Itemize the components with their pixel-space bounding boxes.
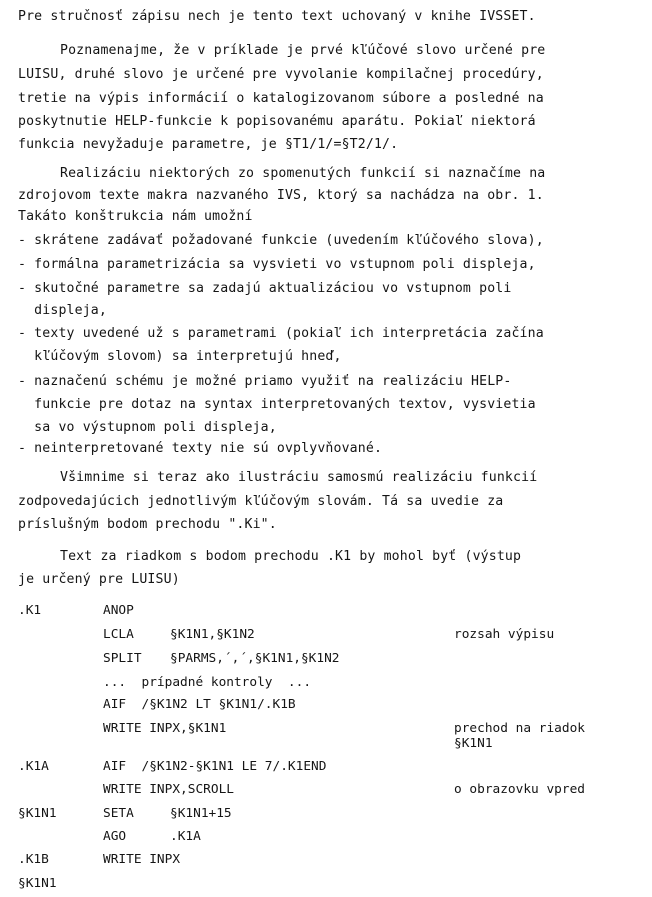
paragraph-1-line: LUISU, druhé slovo je určené pre vyvolanie kompilačnej procedúry, [18,67,544,82]
bullet-line: kľúčovým slovom) sa interpretujú hneď, [18,349,342,364]
code-operand: §K1N1,§K1N2 [170,627,255,642]
code-label: §K1N1 [18,806,57,821]
paragraph-3-line: príslušným bodom prechodu ".Ki". [18,517,277,532]
code-op: WRITE INPX,§K1N1 [103,721,227,736]
code-op: AIF /§K1N2-§K1N1 LE 7/.K1END [103,759,327,774]
paragraph-1-line: Poznamenajme, že v príklade je prvé kľúčové slovo určené pre [60,43,546,58]
bullet-line: - texty uvedené už s parametrami (pokiaľ ich interpretácia začína [18,326,544,341]
bullet-line: - skrátene zadávať požadované funkcie (uvedením kľúčového slova), [18,233,544,248]
bullet-line: displeja, [18,303,107,318]
code-comment: o obrazovku vpred [454,782,585,797]
code-op: LCLA [103,627,134,642]
code-comment: rozsah výpisu [454,627,555,642]
code-op: SETA [103,806,134,821]
bullet-line: sa vo výstupnom poli displeja, [18,420,277,435]
paragraph-2-line: Realizáciu niektorých zo spomenutých funkcií si naznačíme na [60,166,546,181]
code-label: .K1 [18,603,42,618]
code-label: .K1B [18,852,49,867]
code-op: AIF /§K1N2 LT §K1N1/.K1B [103,697,296,712]
code-comment: prechod na riadok [454,721,585,736]
paragraph-4-line: je určený pre LUISU) [18,572,180,587]
paragraph-2-line: Takáto konštrukcia nám umožní [18,209,253,224]
code-op: ... prípadné kontroly ... [103,675,312,690]
paragraph-4-line: Text za riadkom s bodom prechodu .K1 by mohol byť (výstup [60,549,522,564]
code-operand: §K1N1+15 [170,806,232,821]
code-label: .K1A [18,759,49,774]
code-comment: §K1N1 [454,736,493,751]
bullet-line: - skutočné parametre sa zadajú aktualizáciou vo vstupnom poli [18,281,512,296]
code-op: ANOP [103,603,134,618]
code-op: WRITE INPX,SCROLL [103,782,234,797]
paragraph-intro: Pre stručnosť zápisu nech je tento text uchovaný v knihe IVSSET. [18,9,536,24]
paragraph-2-line: zdrojovom texte makra nazvaného IVS, ktorý sa nachádza na obr. 1. [18,188,544,203]
code-op: WRITE INPX [103,852,181,867]
paragraph-3-line: zodpovedajúcich jednotlivým kľúčovým slovám. Tá sa uvedie za [18,494,504,509]
bullet-line: funkcie pre dotaz na syntax interpretovaných textov, vysvietia [18,397,536,412]
bullet-line: - neinterpretované texty nie sú ovplyvňované. [18,441,383,456]
paragraph-3-line: Všimnime si teraz ako ilustráciu samosmú realizáciu funkcií [60,470,538,485]
bullet-line: - naznačenú schému je možné priamo využiť na realizáciu HELP- [18,374,512,389]
code-op: AGO [103,829,127,844]
code-operand: §PARMS,´,´,§K1N1,§K1N2 [170,651,340,666]
code-op: SPLIT [103,651,142,666]
paragraph-1-line: tretie na výpis informácií o katalogizovanom súbore a posledné na [18,91,544,106]
paragraph-1-line: funkcia nevyžaduje parametre, je §T1/1/=§T2/1/. [18,137,399,152]
code-label: §K1N1 [18,876,57,891]
bullet-line: - formálna parametrizácia sa vysvieti vo vstupnom poli displeja, [18,257,536,272]
code-operand: .K1A [170,829,201,844]
paragraph-1-line: poskytnutie HELP-funkcie k popisovanému aparátu. Pokiaľ niektorá [18,114,536,129]
